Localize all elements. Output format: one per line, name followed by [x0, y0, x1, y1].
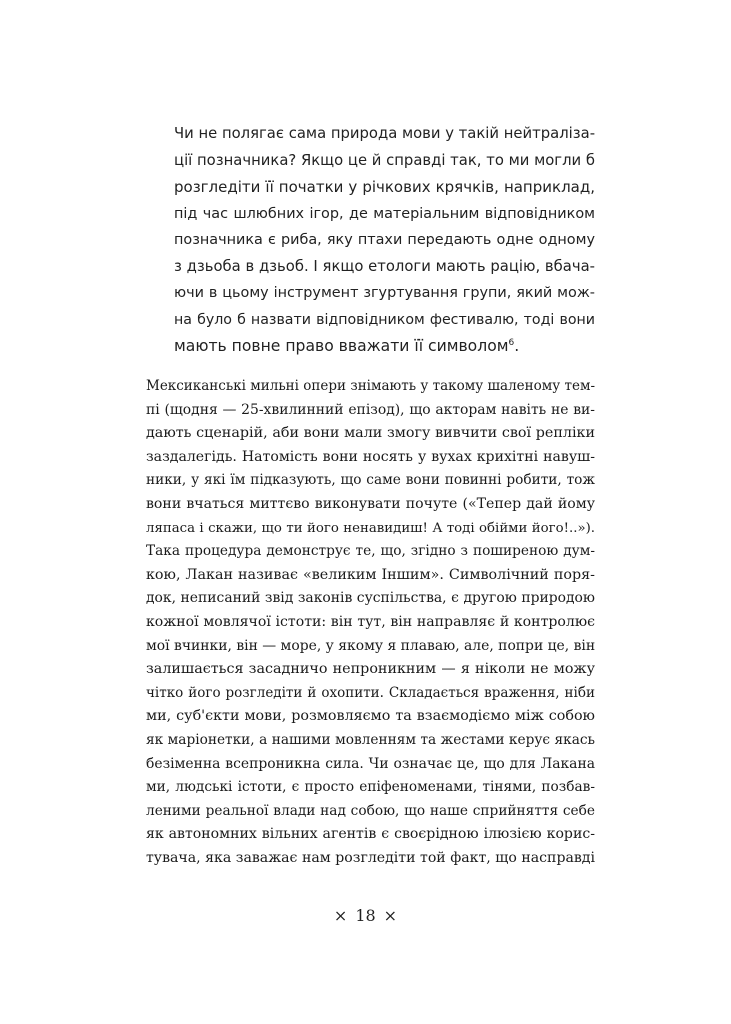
- quote-line: позначника є риба, яку птахи передають одне одному: [174, 232, 595, 248]
- body-line: док, неписаний звід законів суспільства, є другою природою: [146, 590, 595, 607]
- quote-line: розгледіти її початки у річкових крячків, наприклад,: [174, 178, 595, 196]
- body-line: дають сценарій, аби вони мали змогу вивчити свої репліки: [146, 425, 595, 442]
- body-line: чітко його розгледіти й охопити. Складається враження, ніби: [146, 684, 595, 701]
- folio-ornament-left: ×: [333, 906, 348, 925]
- body-line: ляпаса і скажи, що ти його ненавидиш! А тоді обійми його!..»).: [146, 520, 595, 536]
- body-line: ми, людські істоти, є просто епіфеноменами, тінями, позбав-: [146, 779, 595, 796]
- quote-last-line: [174, 333, 595, 360]
- quote-end-punctuation: .: [514, 337, 520, 355]
- quote-line: ції позначника? Якщо це й справді так, то ми могли б: [174, 151, 595, 169]
- footnote-marker[interactable]: 6: [508, 338, 515, 348]
- body-line: кожної мовлячої істоти: він тут, він направляє й контролює: [146, 613, 595, 630]
- folio-ornament-right: ×: [383, 906, 398, 925]
- quote-line: під час шлюбних ігор, де матеріальним відповідником: [174, 205, 595, 222]
- page-number-value: 18: [355, 906, 376, 925]
- body-line: вони вчаться миттєво виконувати почуте («Тепер дай йому: [146, 495, 595, 512]
- quote-line: ючи в цьому інструмент згуртування групи, який мож-: [174, 285, 595, 301]
- body-line: кою, Лакан називає «великим Іншим». Символічний поря-: [146, 566, 595, 583]
- quote-line: на було б назвати відповідником фестивалю, тоді вони: [174, 311, 595, 328]
- body-line: безіменна всепроникна сила. Чи означає це, що для Лакана: [146, 755, 595, 772]
- page-number: [0, 906, 731, 925]
- quote-line: з дзьоба в дзьоб. І якщо етологи мають рацію, вбача-: [174, 257, 595, 275]
- quote-line: Чи не полягає сама природа мови у такій нейтраліза-: [174, 125, 596, 142]
- body-line: Мексиканські мильні опери знімають у такому шаленому тем-: [146, 378, 596, 394]
- body-paragraph: [146, 375, 595, 870]
- body-line: пі (щодня — 25-хвилинний епізод), що акторам навіть не ви-: [146, 401, 595, 418]
- body-line: тувача, яка заважає нам розгледіти той факт, що насправді: [146, 849, 595, 866]
- body-line: ми, суб'єкти мови, розмовляємо та взаємодіємо між собою: [146, 708, 595, 725]
- body-line: як маріонетки, а нашими мовленням та жестами керує якась: [146, 731, 595, 748]
- body-line: леними реальної влади над собою, що наше сприйняття себе: [146, 802, 595, 819]
- quote-line: мають повне право вважати її символом: [174, 337, 509, 355]
- body-line: Така процедура демонструє те, що, згідно з поширеною дум-: [146, 543, 595, 560]
- block-quote: [174, 121, 595, 360]
- body-line: ники, у які їм підказують, що саме вони повинні робити, тож: [146, 472, 595, 489]
- body-line: залишається засадничо непроникним — я ніколи не можу: [146, 661, 595, 678]
- body-line: мої вчинки, він — море, у якому я плаваю, але, попри це, він: [146, 637, 596, 654]
- body-line: заздалегідь. Натомість вони носять у вухах крихітні навуш-: [146, 448, 595, 465]
- body-line: як автономних вільних агентів є своєрідною ілюзією корис-: [146, 826, 595, 843]
